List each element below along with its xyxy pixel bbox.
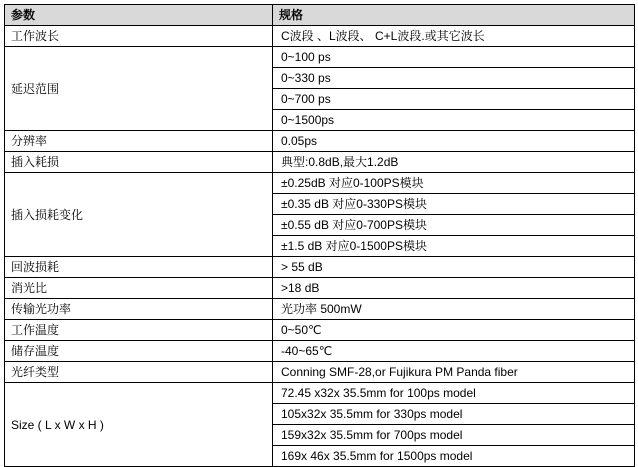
specification-cell: 72.45 x32x 35.5mm for 100ps model <box>273 383 635 404</box>
table-row <box>5 26 635 47</box>
parameter-cell: 工作温度 <box>5 320 273 341</box>
table-row <box>5 383 635 404</box>
table-body <box>5 26 635 467</box>
specification-cell: 105x32x 35.5mm for 330ps model <box>273 404 635 425</box>
table-row <box>5 131 635 152</box>
table-row <box>5 152 635 173</box>
specification-cell: 159x32x 35.5mm for 700ps model <box>273 425 635 446</box>
specification-cell: >18 dB <box>273 278 635 299</box>
parameter-cell: 延迟范围 <box>5 47 273 131</box>
parameter-cell: 插入耗损 <box>5 152 273 173</box>
specification-table <box>4 4 635 467</box>
parameter-cell: 消光比 <box>5 278 273 299</box>
specification-cell: 169x 46x 35.5mm for 1500ps model <box>273 446 635 467</box>
parameter-cell: 插入损耗变化 <box>5 173 273 257</box>
specification-cell: ±0.35 dB 对应0-330PS模块 <box>273 194 635 215</box>
specification-cell: Conning SMF-28,or Fujikura PM Panda fiber <box>273 362 635 383</box>
table-row <box>5 278 635 299</box>
parameter-cell: 分辨率 <box>5 131 273 152</box>
parameter-cell: Size ( L x W x H ) <box>5 383 273 467</box>
specification-cell: 光功率 500mW <box>273 299 635 320</box>
table-row <box>5 173 635 194</box>
table-row <box>5 257 635 278</box>
parameter-cell: 回波损耗 <box>5 257 273 278</box>
column-header-specification: 规格 <box>273 5 635 26</box>
table-row <box>5 299 635 320</box>
specification-cell: > 55 dB <box>273 257 635 278</box>
specification-cell: C波段 、L波段、 C+L波段.或其它波长 <box>273 26 635 47</box>
specification-cell: 典型:0.8dB,最大1.2dB <box>273 152 635 173</box>
specification-cell: ±0.55 dB 对应0-700PS模块 <box>273 215 635 236</box>
parameter-cell: 工作波长 <box>5 26 273 47</box>
specification-cell: 0~50℃ <box>273 320 635 341</box>
specification-cell: 0.05ps <box>273 131 635 152</box>
table-row <box>5 341 635 362</box>
specification-cell: 0~100 ps <box>273 47 635 68</box>
column-header-parameter: 参数 <box>5 5 273 26</box>
specification-cell: ±1.5 dB 对应0-1500PS模块 <box>273 236 635 257</box>
parameter-cell: 传输光功率 <box>5 299 273 320</box>
table-row <box>5 47 635 68</box>
table-header-row <box>5 5 635 26</box>
specification-cell: -40~65℃ <box>273 341 635 362</box>
specification-cell: 0~330 ps <box>273 68 635 89</box>
specification-cell: ±0.25dB 对应0-100PS模块 <box>273 173 635 194</box>
specification-cell: 0~1500ps <box>273 110 635 131</box>
parameter-cell: 储存温度 <box>5 341 273 362</box>
parameter-cell: 光纤类型 <box>5 362 273 383</box>
specification-cell: 0~700 ps <box>273 89 635 110</box>
table-row <box>5 362 635 383</box>
table-row <box>5 320 635 341</box>
